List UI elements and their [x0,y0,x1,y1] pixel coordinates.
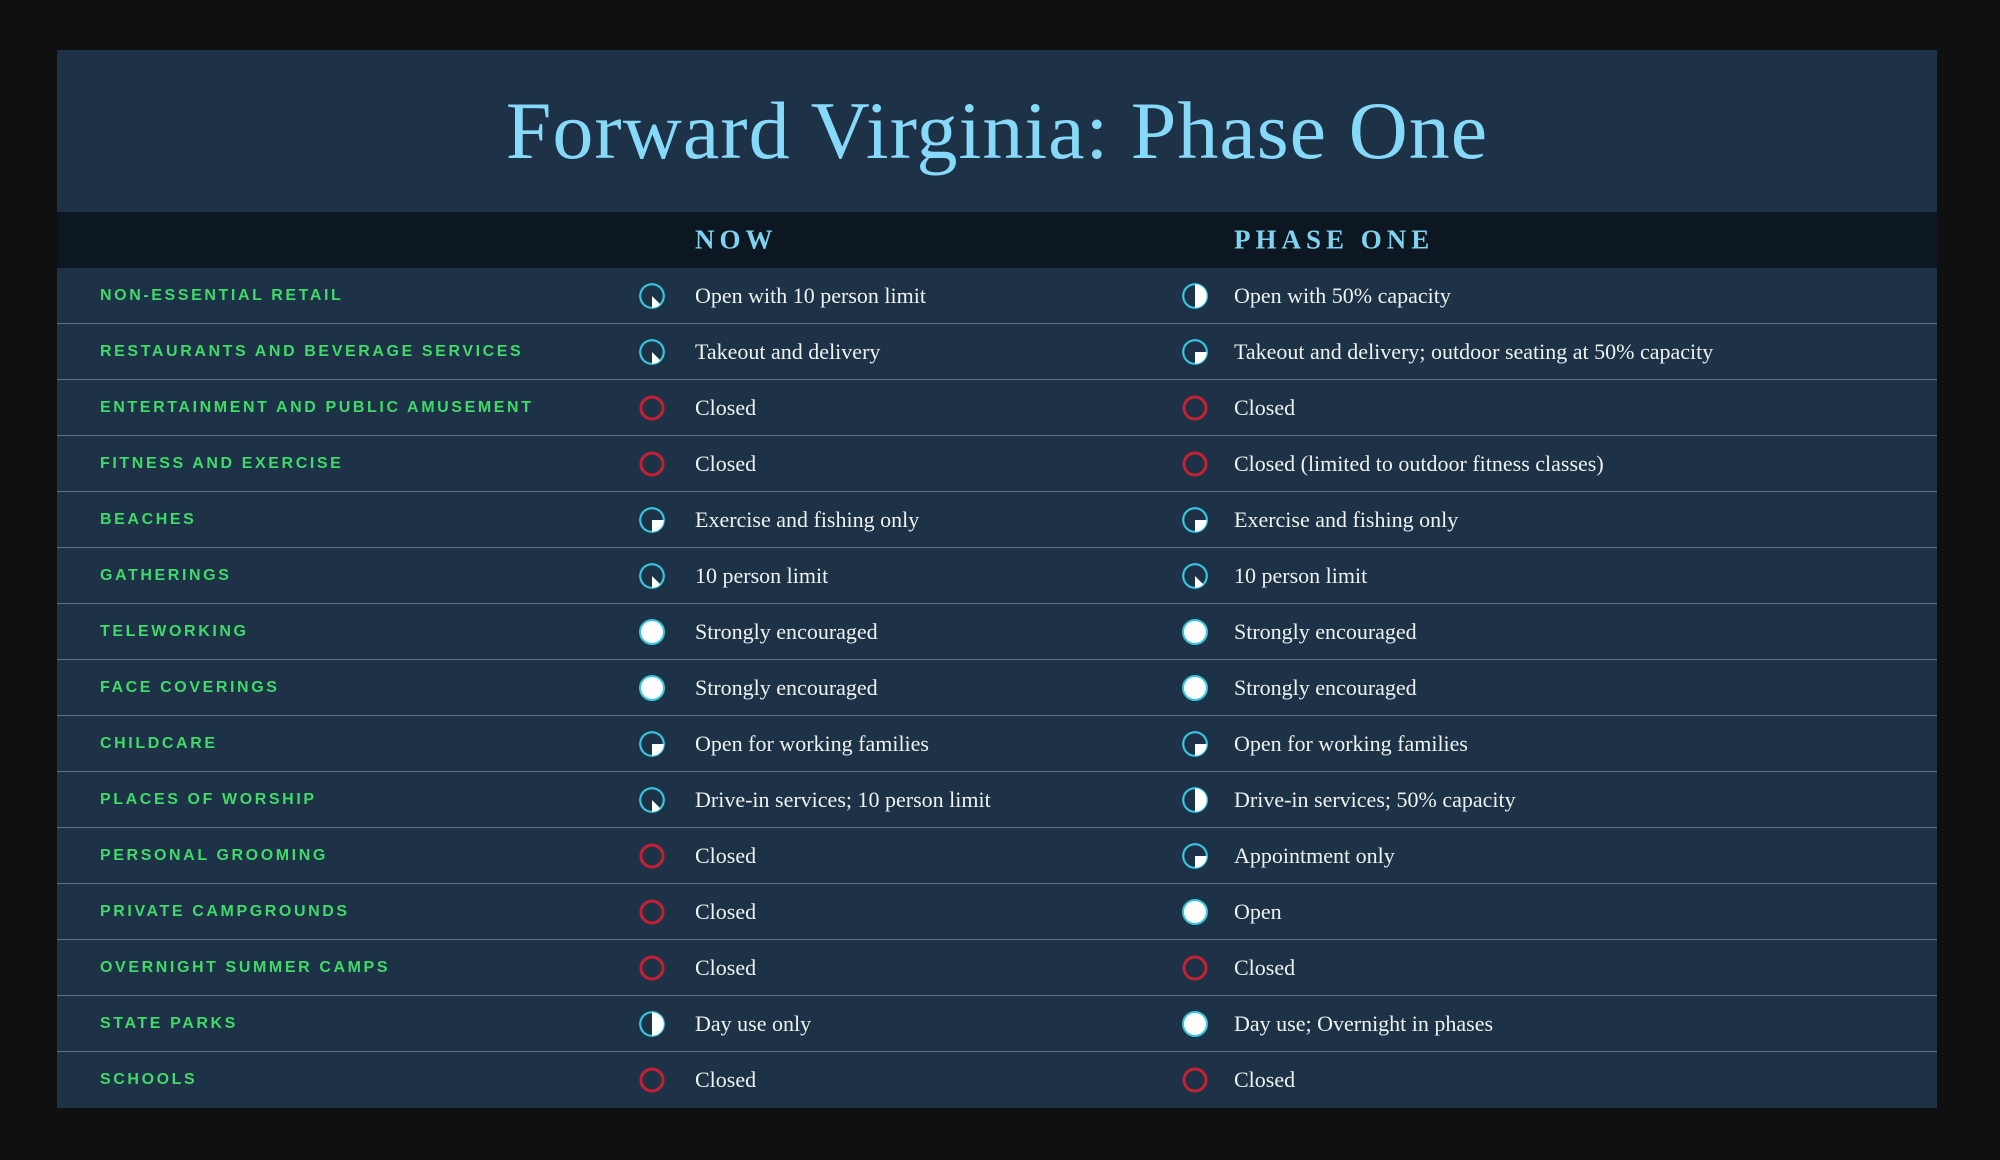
pie-half-icon [1181,786,1209,814]
phase-one-status-text: Appointment only [1234,842,1395,868]
table-row [57,884,1937,940]
circle-closed-icon [638,954,666,982]
page-title: Forward Virginia: Phase One [505,85,1489,176]
table-row [57,604,1937,660]
category-label: PRIVATE CAMPGROUNDS [100,902,350,920]
category-label: PERSONAL GROOMING [100,846,328,864]
pie-small-wedge-icon [638,562,666,590]
circle-closed-icon [638,450,666,478]
table-row [57,380,1937,436]
pie-quarter-icon [638,730,666,758]
phase-one-status-text: Closed [1234,1067,1296,1092]
slide-panel [57,50,1937,1108]
pie-small-wedge-icon [638,282,666,310]
category-label: PLACES OF WORSHIP [100,790,317,808]
circle-closed-icon [638,394,666,422]
circle-closed-icon [638,1066,666,1094]
now-status-text: Drive-in services; 10 person limit [695,786,991,812]
category-label: BEACHES [100,510,197,528]
table-row [57,716,1937,772]
now-status-text: Closed [695,450,757,476]
table-row [57,828,1937,884]
circle-full-icon [1181,618,1209,646]
table-row [57,996,1937,1052]
table-row [57,660,1937,716]
circle-closed-icon [1181,954,1209,982]
column-header-band [57,212,1937,268]
pie-small-wedge-icon [1181,562,1209,590]
pie-quarter-icon [1181,842,1209,870]
circle-closed-icon [1181,394,1209,422]
now-status-text: Exercise and fishing only [695,506,920,532]
now-status-text: Strongly encouraged [695,674,878,700]
rows [57,268,1937,1108]
table-row [57,940,1937,996]
now-status-text: Open for working families [695,730,929,756]
category-label: SCHOOLS [100,1071,198,1088]
now-status-text: Closed [695,842,757,868]
title-band [57,50,1937,212]
phase-one-status-text: Takeout and delivery; outdoor seating at 50% capacity [1234,338,1714,364]
category-label: RESTAURANTS AND BEVERAGE SERVICES [100,342,524,360]
column-header-phase-one: PHASE ONE [1234,224,1435,255]
now-status-text: Closed [695,1067,757,1092]
category-label: STATE PARKS [100,1014,238,1032]
now-status-text: Closed [695,394,757,420]
pie-half-icon [1181,282,1209,310]
now-status-text: Takeout and delivery [695,338,881,364]
category-label: FACE COVERINGS [100,678,280,696]
phase-one-status-text: Closed [1234,394,1296,420]
now-status-text: Open with 10 person limit [695,282,926,308]
category-label: CHILDCARE [100,734,218,752]
category-label: NON-ESSENTIAL RETAIL [100,286,344,304]
pie-quarter-icon [1181,730,1209,758]
circle-full-icon [1181,674,1209,702]
phase-one-status-text: Closed (limited to outdoor fitness classes) [1234,450,1604,476]
phase-one-status-text: Day use; Overnight in phases [1234,1010,1494,1036]
category-label: OVERNIGHT SUMMER CAMPS [100,958,391,976]
phase-one-status-text: Closed [1234,954,1296,980]
now-status-text: Day use only [695,1010,812,1036]
phase-one-status-text: Strongly encouraged [1234,674,1417,700]
column-header-now: NOW [695,224,778,255]
circle-full-icon [1181,1010,1209,1038]
table-row [57,1052,1937,1108]
category-label: FITNESS AND EXERCISE [100,454,344,472]
category-label: TELEWORKING [100,622,249,640]
now-status-text: Closed [695,898,757,924]
phase-one-status-text: Open [1234,898,1282,924]
circle-full-icon [1181,898,1209,926]
pie-small-wedge-icon [638,338,666,366]
circle-full-icon [638,618,666,646]
table-row [57,492,1937,548]
phase-one-status-text: Drive-in services; 50% capacity [1234,786,1516,812]
circle-closed-icon [638,898,666,926]
pie-quarter-icon [1181,338,1209,366]
phase-one-status-text: Strongly encouraged [1234,618,1417,644]
phase-one-status-text: 10 person limit [1234,562,1368,588]
table-row [57,436,1937,492]
circle-closed-icon [638,842,666,870]
now-status-text: Closed [695,954,757,980]
phase-one-status-text: Exercise and fishing only [1234,506,1459,532]
circle-closed-icon [1181,1066,1209,1094]
table-row [57,772,1937,828]
table-row [57,268,1937,324]
now-status-text: 10 person limit [695,562,829,588]
phase-one-status-text: Open with 50% capacity [1234,282,1451,308]
now-status-text: Strongly encouraged [695,618,878,644]
category-label: ENTERTAINMENT AND PUBLIC AMUSEMENT [100,398,534,416]
category-label: GATHERINGS [100,566,232,584]
pie-quarter-icon [1181,506,1209,534]
circle-full-icon [638,674,666,702]
pie-quarter-icon [638,506,666,534]
table-row [57,324,1937,380]
circle-closed-icon [1181,450,1209,478]
phase-one-status-text: Open for working families [1234,730,1468,756]
pie-small-wedge-icon [638,786,666,814]
table-row [57,548,1937,604]
pie-half-icon [638,1010,666,1038]
